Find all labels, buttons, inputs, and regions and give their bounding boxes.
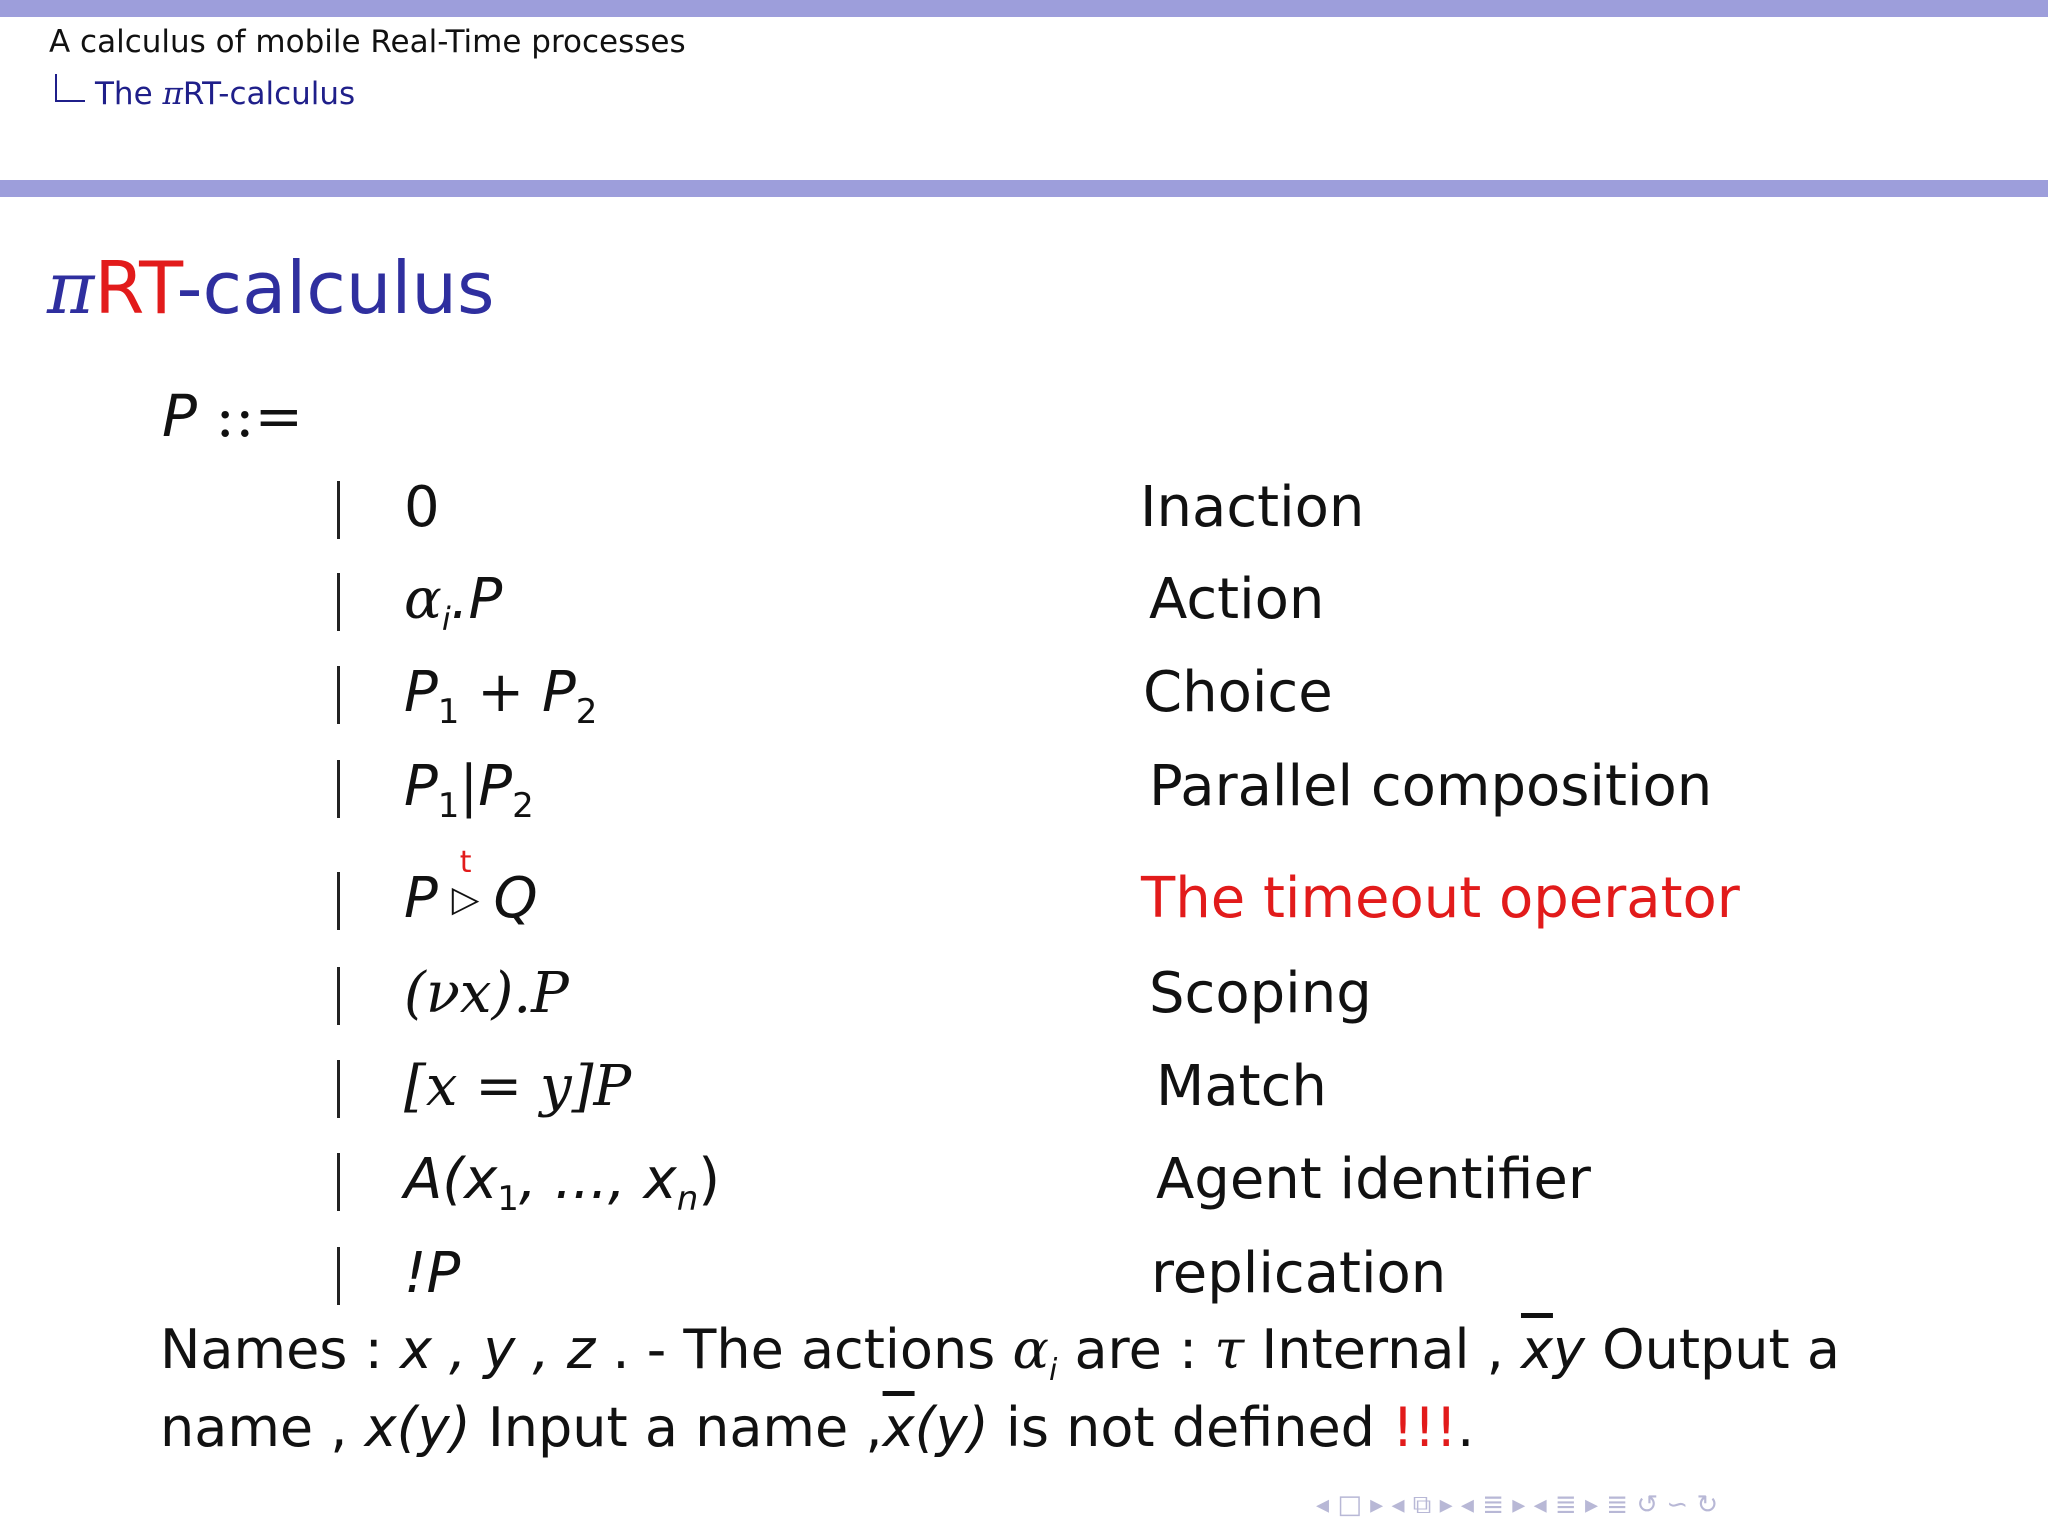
grammar-bar (337, 760, 340, 818)
grammar-head (162, 382, 303, 450)
footnote-xbar: $\overline{x}$ (1520, 1318, 1553, 1381)
grammar-term-sub: i (441, 600, 451, 639)
grammar-term-sub-a: 1 (437, 786, 460, 827)
grammar-term-a: P (404, 866, 438, 931)
section-name: RT-calculus (182, 76, 356, 112)
footnote-alpha: α (1012, 1318, 1049, 1381)
footnote-line-1 (160, 1318, 1840, 1388)
grammar-bar (337, 1247, 340, 1305)
footnote-text: . (1457, 1396, 1475, 1459)
grammar-desc: Choice (1143, 660, 1333, 725)
grammar-bar (337, 1060, 340, 1118)
grammar-term-op: | (459, 754, 479, 819)
grammar-desc: Action (1149, 567, 1325, 632)
footnote-y: (y) (914, 1396, 989, 1459)
grammar-desc: Agent identifier (1156, 1147, 1591, 1212)
footnote-text: Output a (1584, 1318, 1840, 1381)
footnote-text: Input a name , (470, 1396, 883, 1459)
grammar-desc: Inaction (1140, 475, 1365, 540)
section-pi: π (162, 76, 183, 112)
grammar-term-a: P (404, 660, 438, 725)
grammar-term: !P (404, 1241, 461, 1306)
grammar-term-op: + (459, 660, 542, 725)
timeout-triangle-icon: ▷ (451, 879, 480, 920)
footnote-input: x(y) (364, 1396, 471, 1459)
grammar-term (404, 660, 597, 732)
timeout-operator (451, 845, 480, 920)
grammar-term-alpha: α (404, 567, 442, 632)
footnote-line-2 (160, 1396, 1474, 1459)
grammar-term-b: P (541, 660, 576, 725)
footnote-text: name , (160, 1396, 365, 1459)
grammar-bar (337, 481, 340, 539)
grammar-bar (337, 872, 340, 930)
timeout-sup: t (459, 845, 472, 880)
tree-corner-icon (55, 74, 85, 102)
footnote-vars: x , y , z (399, 1318, 596, 1381)
nav-icons[interactable]: ◂ □ ▸ ◂ ⧉ ▸ ◂ ≣ ▸ ◂ ≣ ▸ ≣ ↺ ∽ ↻ (1316, 1490, 1719, 1520)
footnote-text: are : (1057, 1318, 1215, 1381)
top-band (0, 0, 2048, 17)
grammar-term: (νx).P (404, 961, 569, 1026)
grammar-term-sub-a: 1 (437, 692, 460, 733)
grammar-term-sub-b: 2 (575, 692, 598, 733)
frame-title-rt: RT (94, 246, 177, 330)
footnote-text: Names : (160, 1318, 400, 1381)
grammar-desc: Parallel composition (1149, 754, 1713, 819)
frame-title-rest: -calculus (176, 246, 495, 330)
grammar-bar (337, 967, 340, 1025)
grammar-term: [x = y]P (404, 1054, 632, 1119)
footnote-text: . - The actions (595, 1318, 1013, 1381)
frame-title (47, 246, 495, 330)
grammar-term-a: P (404, 754, 438, 819)
grammar-term-rest: .P (450, 567, 503, 632)
grammar-bar (337, 1153, 340, 1211)
footnote-text: Internal , (1244, 1318, 1521, 1381)
grammar-term-end: ) (698, 1147, 721, 1212)
grammar-term-sub-b: n (676, 1179, 699, 1220)
section-prefix: The (95, 76, 163, 112)
footnote-y: y (1552, 1318, 1585, 1381)
header-divider-band (0, 180, 2048, 197)
grammar-term-sub-b: 2 (512, 786, 534, 827)
beamer-nav-bar[interactable] (1316, 1490, 1718, 1521)
grammar-term: 0 (404, 475, 440, 540)
frame-title-pi: π (47, 246, 95, 330)
footnote-text: is not defined (988, 1396, 1393, 1459)
footnote-exclamation: !!! (1392, 1396, 1458, 1459)
grammar-bar (337, 666, 340, 724)
section-breadcrumb[interactable] (55, 74, 355, 112)
grammar-desc: replication (1151, 1241, 1447, 1306)
presentation-title: A calculus of mobile Real-Time processes (49, 24, 686, 60)
grammar-term-b: Q (493, 866, 538, 931)
grammar-bar (337, 573, 340, 631)
footnote-tau: τ (1214, 1318, 1245, 1381)
grammar-desc-highlight: The timeout operator (1141, 866, 1740, 931)
grammar-term-sub-a: 1 (497, 1179, 519, 1220)
grammar-term-mid: , ..., x (518, 1147, 677, 1212)
grammar-term (404, 754, 534, 826)
grammar-head-p: P (162, 382, 197, 450)
footnote-xbar: $\overline{x}$ (882, 1396, 915, 1459)
grammar-head-def: ::= (196, 382, 304, 450)
grammar-term-a: A(x (404, 1147, 498, 1212)
grammar-term (404, 845, 538, 931)
footnote-alpha-sub: i (1048, 1352, 1058, 1388)
grammar-term-b: P (478, 754, 513, 819)
grammar-term (404, 1147, 720, 1219)
grammar-desc: Match (1156, 1054, 1327, 1119)
grammar-desc: Scoping (1149, 961, 1372, 1026)
grammar-term (404, 567, 502, 638)
